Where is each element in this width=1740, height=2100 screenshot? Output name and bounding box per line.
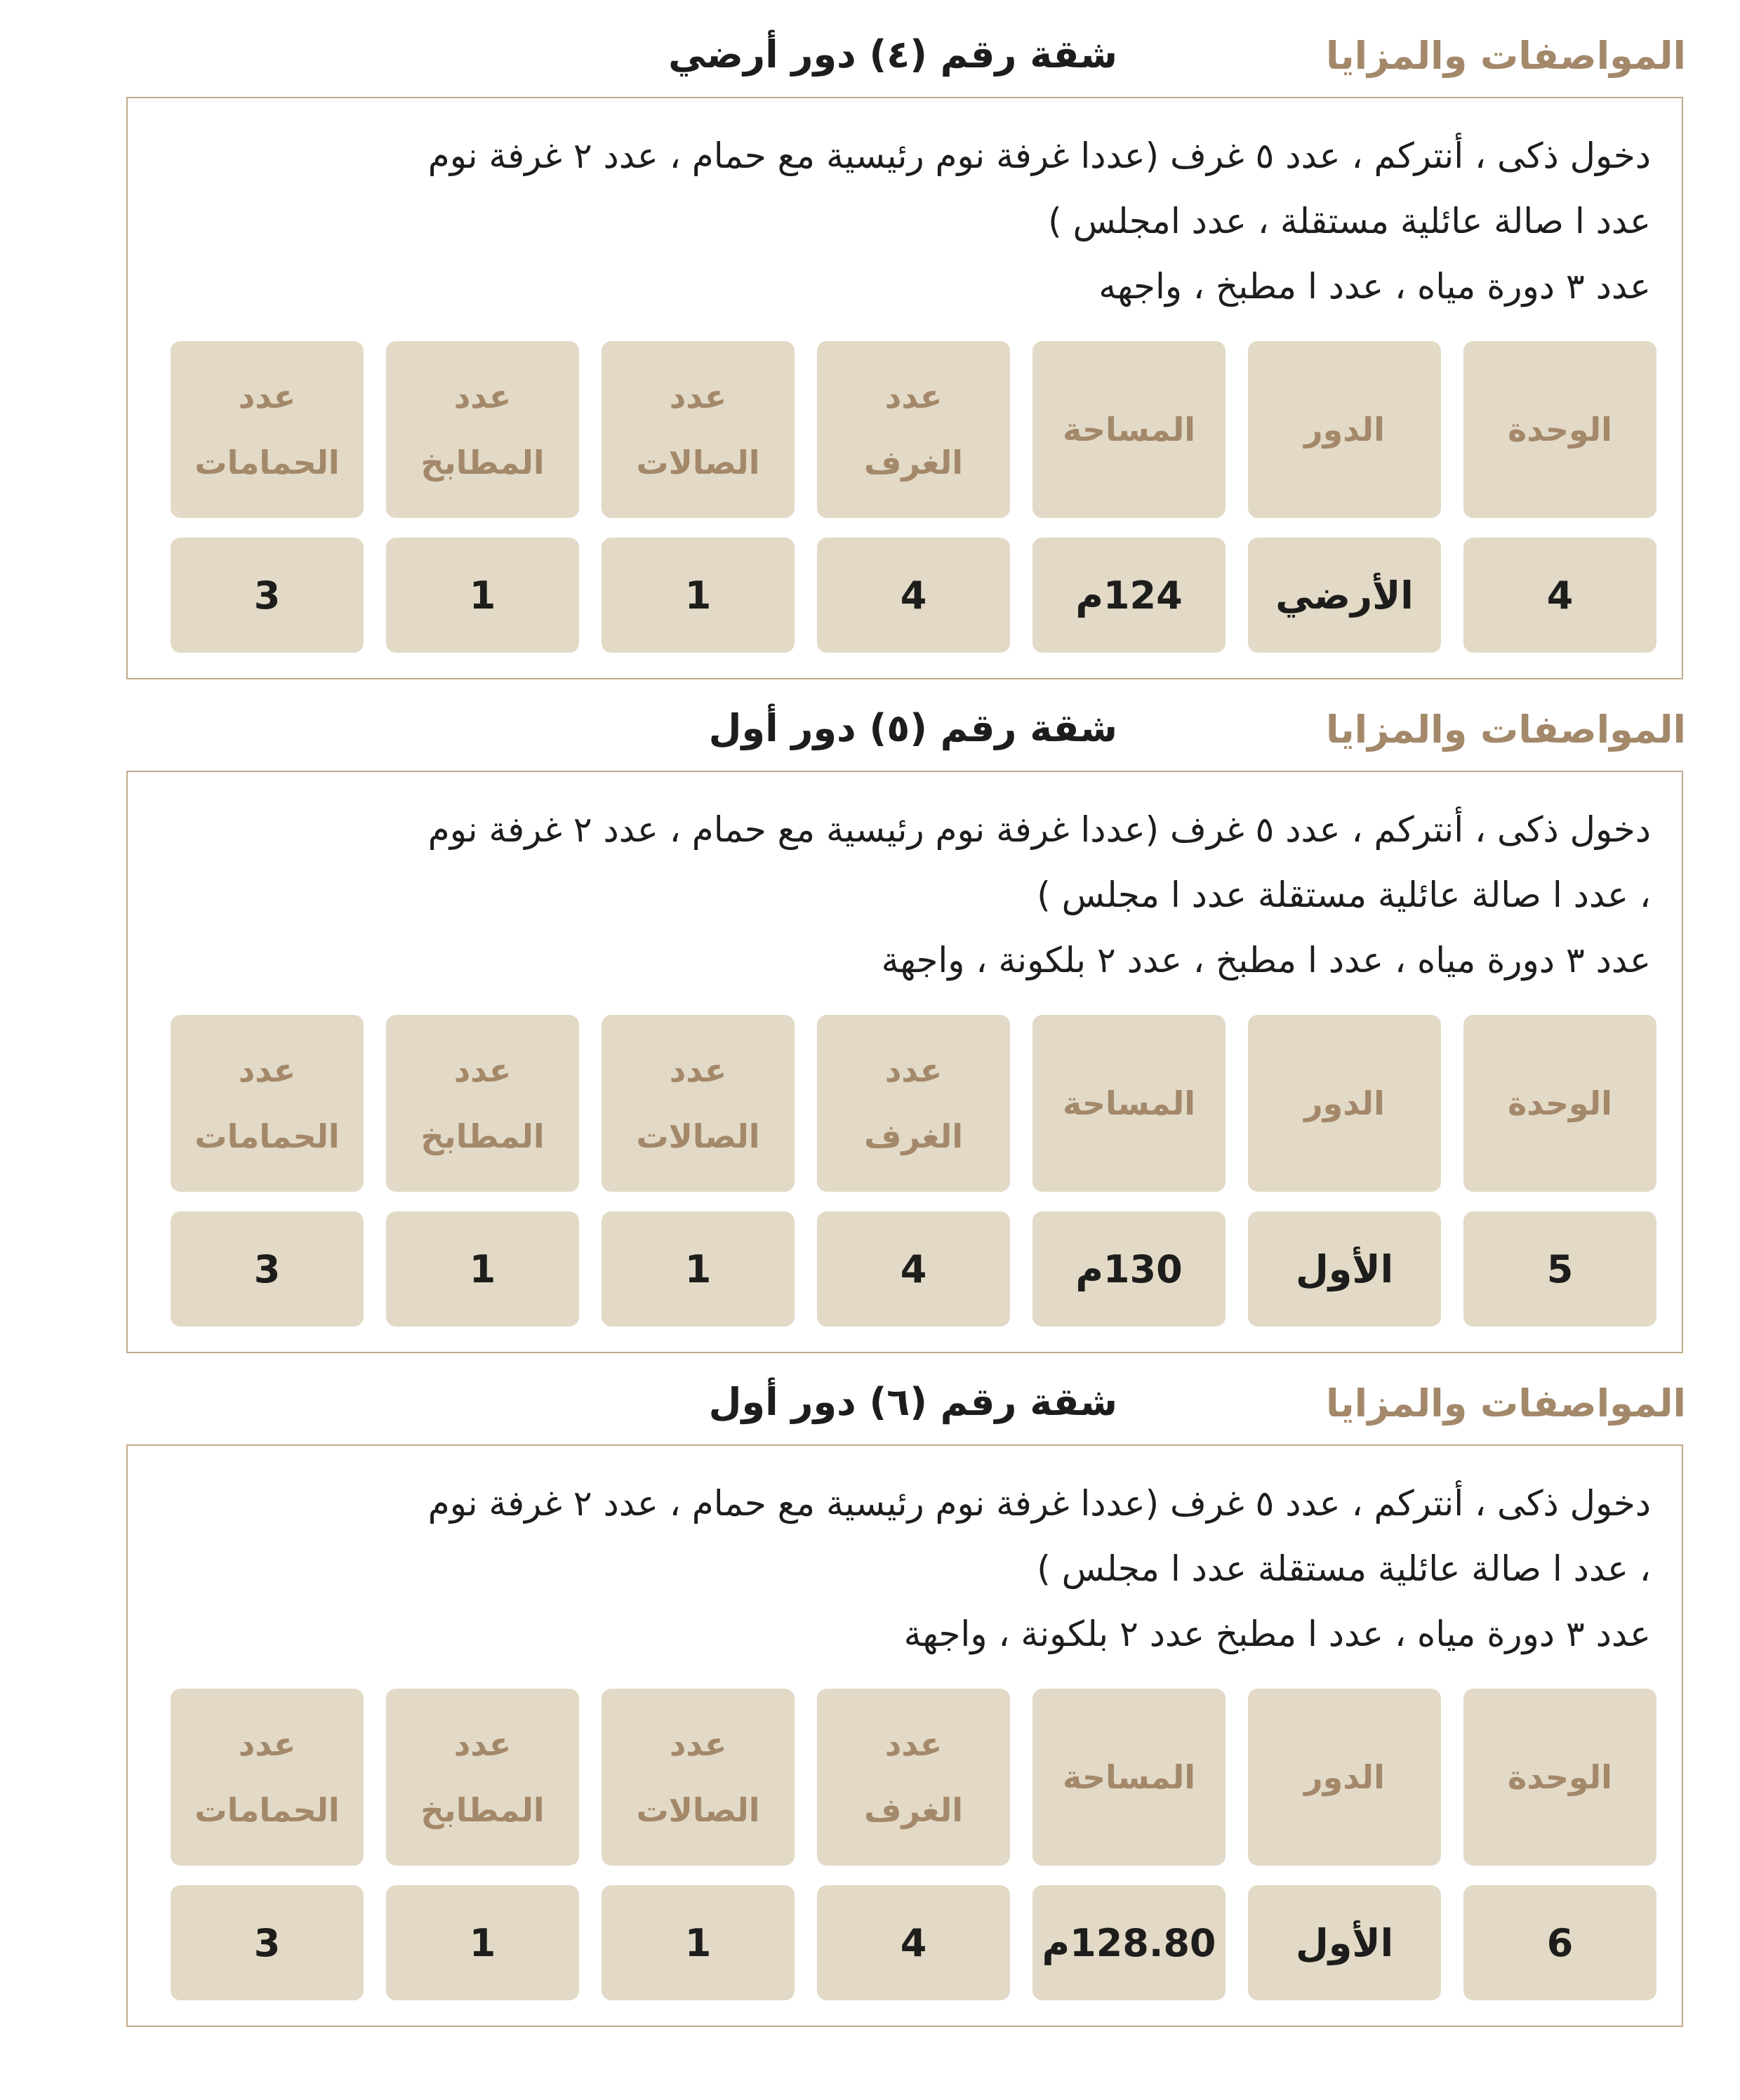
value-cell: 4: [1463, 538, 1656, 653]
header-line-1: المساحة: [1063, 411, 1196, 448]
value-cell: 4: [817, 538, 1010, 653]
header-cell: [602, 1015, 795, 1192]
unit-details-box: [126, 1444, 1683, 2027]
value-cell: 6: [1463, 1885, 1656, 2000]
header-cell: [386, 341, 579, 518]
header-line-1: المساحة: [1063, 1758, 1196, 1796]
table-value-row: [153, 1885, 1656, 2000]
header-line-1: عدد: [669, 1725, 727, 1763]
header-line-1: الدور: [1304, 411, 1385, 448]
section-header: [126, 0, 1686, 78]
unit-section: [126, 0, 1686, 618]
unit-table: [153, 1689, 1656, 2000]
description-line: عدد ٣ دورة مياه ، عدد ا مطبخ عدد ٢ بلكونة ، واجهة: [903, 1614, 1651, 1654]
header-line-1: عدد: [453, 1051, 512, 1089]
unit-description: [177, 1471, 1651, 1667]
header-line-2: المطابخ: [420, 1791, 545, 1829]
value-cell: 130م: [1032, 1211, 1226, 1327]
section-header: [126, 1348, 1686, 1426]
value-cell: 3: [171, 1885, 364, 2000]
header-line-2: الغرف: [863, 1117, 964, 1155]
header-line-1: عدد: [884, 1051, 943, 1089]
header-line-1: الوحدة: [1508, 1084, 1612, 1122]
value-cell: الأرضي: [1248, 538, 1441, 653]
value-cell: 3: [171, 538, 364, 653]
value-cell: 4: [817, 1211, 1010, 1327]
value-cell: 1: [602, 1885, 795, 2000]
header-line-2: الغرف: [863, 1791, 964, 1829]
header-line-1: عدد: [884, 1725, 943, 1763]
header-line-2: الغرف: [863, 444, 964, 481]
header-cell: [817, 1689, 1010, 1866]
section-header: [126, 674, 1686, 752]
header-line-2: الصالات: [636, 1117, 760, 1155]
header-line-1: عدد: [453, 1725, 512, 1763]
value-cell: 3: [171, 1211, 364, 1327]
value-cell: 124م: [1032, 538, 1226, 653]
unit-section: [126, 674, 1686, 1291]
header-cell: [817, 1015, 1010, 1192]
value-cell: 5: [1463, 1211, 1656, 1327]
header-cell: [171, 1015, 364, 1192]
unit-description: [177, 124, 1651, 319]
header-line-1: عدد: [669, 1051, 727, 1089]
unit-details-box: [126, 97, 1683, 679]
value-cell: 1: [386, 538, 579, 653]
header-line-1: عدد: [238, 1725, 296, 1763]
description-line: ، عدد ا صالة عائلية مستقلة عدد ا مجلس ): [1037, 1548, 1651, 1589]
apartment-title: شقة رقم (٦) دور أول: [708, 1380, 1117, 1424]
value-cell: الأول: [1248, 1211, 1441, 1327]
header-cell: [1248, 1689, 1441, 1866]
apartment-title: شقة رقم (٥) دور أول: [708, 706, 1117, 750]
header-line-1: عدد: [238, 1051, 296, 1089]
header-line-2: الصالات: [636, 1791, 760, 1829]
description-line: عدد ٣ دورة مياه ، عدد ا مطبخ ، عدد ٢ بلكونة ، واجهة: [881, 940, 1651, 981]
header-cell: [171, 1689, 364, 1866]
features-label: المواصفات والمزايا: [1326, 707, 1686, 752]
value-cell: 1: [386, 1211, 579, 1327]
table-header-row: [153, 341, 1656, 518]
header-line-2: الحمامات: [194, 1791, 340, 1829]
header-cell: [1463, 1015, 1656, 1192]
value-cell: 1: [602, 1211, 795, 1327]
table-value-row: [153, 1211, 1656, 1327]
header-line-1: الوحدة: [1508, 1758, 1612, 1796]
unit-description: [177, 797, 1651, 993]
header-cell: [171, 341, 364, 518]
features-label: المواصفات والمزايا: [1326, 1381, 1686, 1426]
table-header-row: [153, 1015, 1656, 1192]
header-line-1: عدد: [238, 378, 296, 416]
header-line-2: المطابخ: [420, 1117, 545, 1155]
apartment-title: شقة رقم (٤) دور أرضي: [668, 32, 1117, 77]
header-cell: [1248, 1015, 1441, 1192]
description-line: ، عدد ا صالة عائلية مستقلة عدد ا مجلس ): [1037, 875, 1651, 915]
table-value-row: [153, 538, 1656, 653]
header-line-1: الدور: [1304, 1084, 1385, 1122]
description-line: عدد ا صالة عائلية مستقلة ، عدد امجلس ): [1048, 201, 1651, 241]
value-cell: 1: [386, 1885, 579, 2000]
header-line-1: الدور: [1304, 1758, 1385, 1796]
header-cell: [817, 341, 1010, 518]
description-line: دخول ذكى ، أنتركم ، عدد ٥ غرف (عددا غرفة نوم رئيسية مع حمام ، عدد ٢ غرفة نوم: [427, 809, 1651, 850]
value-cell: 1: [602, 538, 795, 653]
header-line-1: عدد: [453, 378, 512, 416]
header-cell: [1248, 341, 1441, 518]
description-line: دخول ذكى ، أنتركم ، عدد ٥ غرف (عددا غرفة نوم رئيسية مع حمام ، عدد ٢ غرفة نوم: [427, 135, 1651, 176]
features-label: المواصفات والمزايا: [1326, 34, 1686, 78]
header-cell: [1032, 1689, 1226, 1866]
header-cell: [602, 1689, 795, 1866]
unit-details-box: [126, 771, 1683, 1353]
value-cell: 4: [817, 1885, 1010, 2000]
header-cell: [1032, 341, 1226, 518]
unit-table: [153, 341, 1656, 653]
unit-section: [126, 1348, 1686, 1965]
header-cell: [386, 1689, 579, 1866]
header-line-2: الحمامات: [194, 444, 340, 481]
header-cell: [602, 341, 795, 518]
header-line-1: المساحة: [1063, 1084, 1196, 1122]
header-cell: [1463, 341, 1656, 518]
header-line-2: المطابخ: [420, 444, 545, 481]
header-line-1: الوحدة: [1508, 411, 1612, 448]
unit-table: [153, 1015, 1656, 1327]
header-line-2: الحمامات: [194, 1117, 340, 1155]
value-cell: 128.80م: [1032, 1885, 1226, 2000]
header-line-1: عدد: [669, 378, 727, 416]
description-line: دخول ذكى ، أنتركم ، عدد ٥ غرف (عددا غرفة نوم رئيسية مع حمام ، عدد ٢ غرفة نوم: [427, 1483, 1651, 1524]
description-line: عدد ٣ دورة مياه ، عدد ا مطبخ ، واجهه: [1098, 266, 1651, 307]
header-cell: [1032, 1015, 1226, 1192]
header-cell: [1463, 1689, 1656, 1866]
value-cell: الأول: [1248, 1885, 1441, 2000]
header-line-2: الصالات: [636, 444, 760, 481]
table-header-row: [153, 1689, 1656, 1866]
header-cell: [386, 1015, 579, 1192]
header-line-1: عدد: [884, 378, 943, 416]
